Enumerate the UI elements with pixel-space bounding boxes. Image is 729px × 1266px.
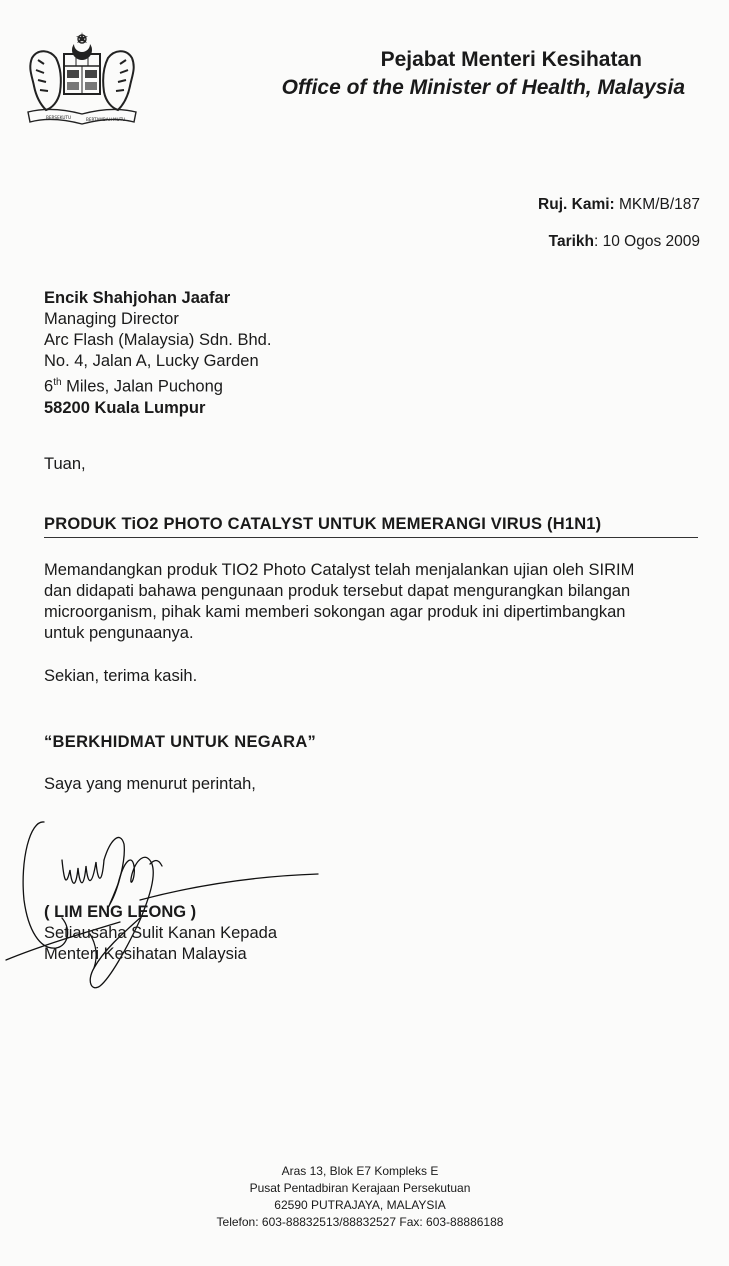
body-line: dan didapati bahawa pengunaan produk tersebut dapat mengurangkan bilangan xyxy=(44,582,631,600)
recipient-name: Encik Shahjohan Jaafar xyxy=(44,289,231,307)
handwritten-signature-icon xyxy=(0,800,360,1000)
body-line: untuk pengunaanya. xyxy=(44,624,194,642)
footer-line: Pusat Pentadbiran Kerajaan Persekutuan xyxy=(249,1181,471,1195)
under-order-line: Saya yang menurut perintah, xyxy=(44,775,256,793)
salutation: Tuan, xyxy=(44,455,86,473)
ministry-name-malay: Pejabat Menteri Kesihatan xyxy=(380,48,642,71)
crest-motto-left: BERSEKUTU xyxy=(46,115,72,120)
ministry-name-english: Office of the Minister of Health, Malaysia xyxy=(281,76,685,99)
tarikh-value: : 10 Ogos 2009 xyxy=(594,233,700,250)
signer-name: ( LIM ENG LEONG ) xyxy=(44,903,197,921)
reference-number xyxy=(538,186,700,223)
ruj-label: Ruj. Kami: xyxy=(538,196,615,213)
signer-position-line2: Menteri Kesihatan Malaysia xyxy=(44,945,247,963)
crest-motto-right: BERTAMBAH MUTU xyxy=(86,117,126,122)
signer-block xyxy=(44,902,277,965)
footer-contact: Telefon: 603-88832513/88832527 Fax: 603-88886188 xyxy=(216,1215,504,1229)
letter-date xyxy=(538,223,700,260)
recipient-company: Arc Flash (Malaysia) Sdn. Bhd. xyxy=(44,331,272,349)
body-paragraph xyxy=(44,560,709,644)
ruj-value: MKM/B/187 xyxy=(619,196,700,213)
footer-line: 62590 PUTRAJAYA, MALAYSIA xyxy=(274,1198,446,1212)
recipient-title: Managing Director xyxy=(44,310,179,328)
footer-address xyxy=(150,1163,570,1231)
recipient-address-line1: No. 4, Jalan A, Lucky Garden xyxy=(44,352,259,370)
letter-subject: PRODUK TiO2 PHOTO CATALYST UNTUK MEMERANGI VIRUS (H1N1) xyxy=(44,515,698,538)
signer-position-line1: Setiausaha Sulit Kanan Kepada xyxy=(44,924,278,942)
reference-block xyxy=(538,186,700,260)
body-line: microorganism, pihak kami memberi sokongan agar produk ini dipertimbangkan xyxy=(44,603,626,621)
recipient-postcode-city: 58200 Kuala Lumpur xyxy=(44,398,206,417)
letterhead-title xyxy=(150,48,685,100)
body-line: Memandangkan produk TIO2 Photo Catalyst telah menjalankan ujian oleh SIRIM xyxy=(44,561,635,579)
malaysia-coat-of-arms-icon xyxy=(22,30,142,130)
closing-line: Sekian, terima kasih. xyxy=(44,667,198,685)
recipient-address xyxy=(44,288,271,419)
tarikh-label: Tarikh xyxy=(548,233,594,250)
footer-line: Aras 13, Blok E7 Kompleks E xyxy=(281,1164,439,1178)
motto: “BERKHIDMAT UNTUK NEGARA” xyxy=(44,733,317,751)
recipient-address-line2: 6th Miles, Jalan Puchong xyxy=(44,377,223,396)
